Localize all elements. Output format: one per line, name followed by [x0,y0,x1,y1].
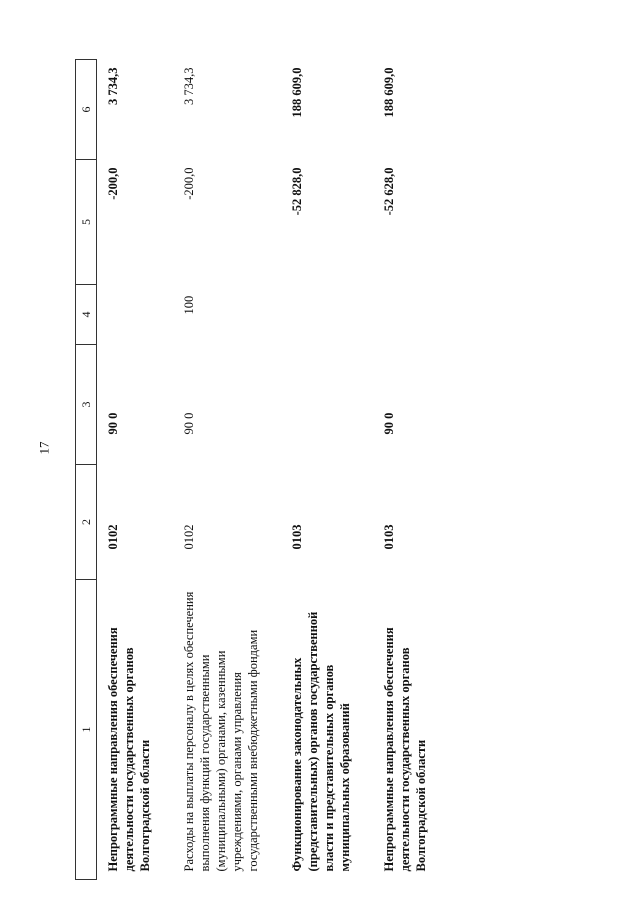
row-change: -52 628,0 [382,167,396,216]
table-row [281,60,373,880]
row-total: 188 609,0 [382,67,396,118]
row-total: 3 734,3 [182,67,196,105]
row-name: Непрограммные направления обеспечения деятельности государственных органов Волгоградской области [382,627,428,872]
row-expense-type [281,285,373,345]
column-header-5: 5 [76,160,97,285]
row-target [281,345,373,465]
row-name: Функционирование законодательных (представительных) органов государственной власти и представительных органов муниципальных образований [290,611,352,872]
row-change: -52 828,0 [290,167,304,216]
row-total: 188 609,0 [290,67,304,118]
row-name: Непрограммные направления обеспечения деятельности государственных органов Волгоградской области [106,627,152,872]
table-row [373,60,449,880]
column-header-3: 3 [76,345,97,465]
page-number: 17 [36,441,52,455]
row-expense-type [373,285,449,345]
row-total: 3 734,3 [106,67,120,105]
row-change: -200,0 [182,167,196,200]
rotated-page [75,60,480,880]
row-section: 0103 [290,524,304,550]
row-target: 90 0 [182,412,196,435]
row-target: 90 0 [382,412,396,435]
table-row [97,60,174,880]
table-row [173,60,281,880]
row-section: 0102 [106,524,120,550]
column-header-1: 1 [76,580,97,880]
column-header-2: 2 [76,465,97,580]
table-header-row [76,60,97,880]
row-section: 0103 [382,524,396,550]
row-name: Расходы на выплаты персоналу в целях обеспечения выполнения функций государственными (муниципальными) органами, казенными учреждениями, органами управления государственными внебюджетными фондами [182,591,260,872]
row-expense-type: 100 [182,295,196,315]
budget-table [75,59,449,880]
row-expense-type [97,285,174,345]
row-target: 90 0 [106,412,120,435]
row-section: 0102 [182,524,196,550]
row-change: -200,0 [106,167,120,200]
column-header-4: 4 [76,285,97,345]
column-header-6: 6 [76,60,97,160]
